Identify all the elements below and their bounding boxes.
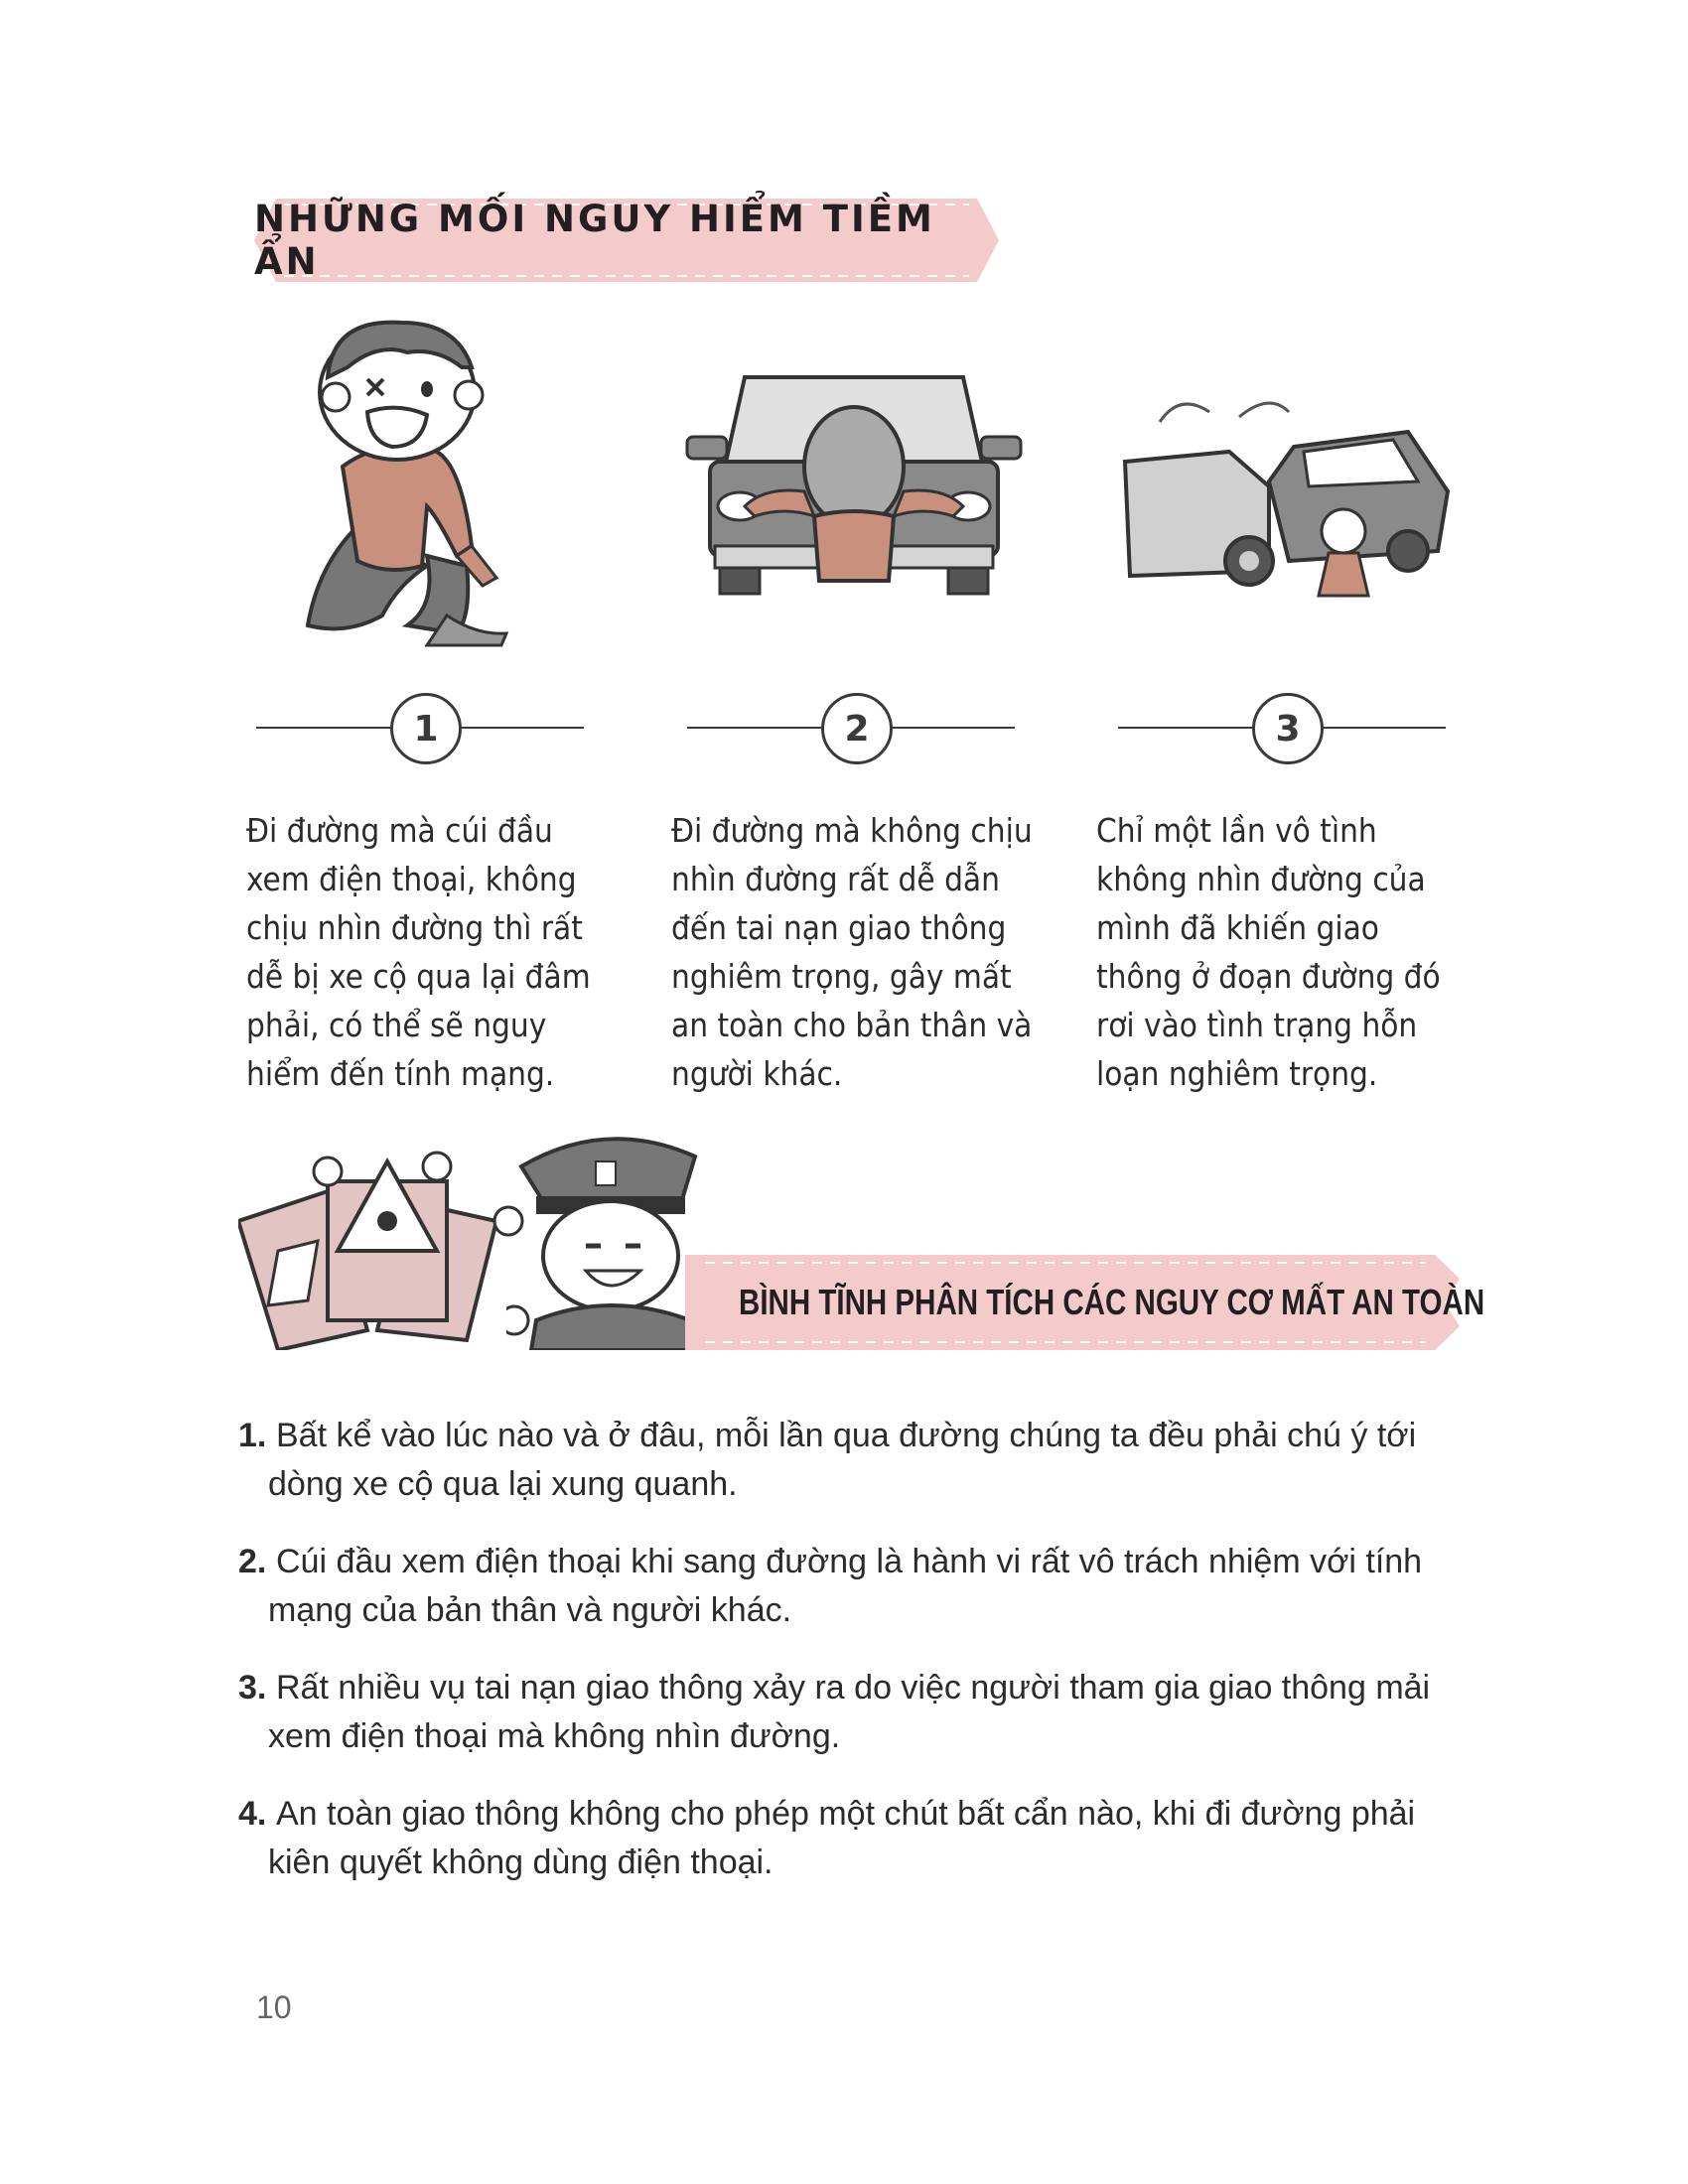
section1-banner	[254, 199, 999, 282]
list-item	[238, 1538, 1460, 1635]
list-item	[238, 1412, 1460, 1509]
item-number: 2	[821, 693, 893, 764]
item-text-1: Đi đường mà cúi đầu xem điện thoại, không chịu nhìn đường thì rất dễ bị xe cộ qua lại đâm phải, có thể sẽ nguy hiểm đến tính mạng.	[246, 811, 591, 1093]
divider-2	[687, 693, 1025, 762]
section1-title: NHỮNG MỐI NGUY HIỂM TIỀM ẨN	[254, 198, 935, 283]
tip-number: 2.	[238, 1543, 267, 1580]
safety-tips-list	[238, 1412, 1460, 1916]
tip-text: An toàn giao thông không cho phép một chút bất cẩn nào, khi đi đường phải kiên quyết không dùng điện thoại.	[268, 1795, 1416, 1881]
injured-boy-illustration	[288, 318, 536, 650]
car-hitting-boy-illustration	[685, 367, 1023, 601]
tip-text: Rất nhiều vụ tai nạn giao thông xảy ra do việc người tham gia giao thông mải xem điện thoại mà không nhìn đường.	[268, 1669, 1431, 1755]
list-item	[238, 1790, 1460, 1887]
item-text-2: Đi đường mà không chịu nhìn đường rất dễ dẫn đến tai nạn giao thông nghiêm trọng, gây mất an toàn cho bản thân và người khác.	[671, 811, 1033, 1093]
section2-banner	[685, 1255, 1485, 1350]
tip-number: 3.	[238, 1669, 267, 1706]
item-text-3: Chỉ một lần vô tình không nhìn đường của mình đã khiến giao thông ở đoạn đường đó rơi vào tình trạng hỗn loạn nghiêm trọng.	[1096, 811, 1441, 1093]
list-item	[238, 1664, 1460, 1761]
car-crash-illustration	[1120, 392, 1458, 606]
tip-text: Bất kể vào lúc nào và ở đâu, mỗi lần qua đường chúng ta đều phải chú ý tới dòng xe cộ qua lại xung quanh.	[268, 1417, 1417, 1503]
item-number: 1	[390, 693, 462, 764]
section2-title: BÌNH TĨNH PHÂN TÍCH CÁC NGUY CƠ MẤT AN TOÀN	[739, 1282, 1485, 1322]
item-number: 3	[1252, 693, 1324, 764]
tip-number: 4.	[238, 1795, 267, 1833]
warning-cards-illustration	[238, 1142, 536, 1350]
tip-number: 1.	[238, 1417, 267, 1454]
divider-1	[256, 693, 594, 762]
policeman-illustration	[506, 1127, 705, 1350]
tip-text: Cúi đầu xem điện thoại khi sang đường là hành vi rất vô trách nhiệm với tính mạng của bản thân và người khác.	[268, 1543, 1423, 1629]
page-number: 10	[256, 1989, 292, 2025]
divider-3	[1118, 693, 1456, 762]
